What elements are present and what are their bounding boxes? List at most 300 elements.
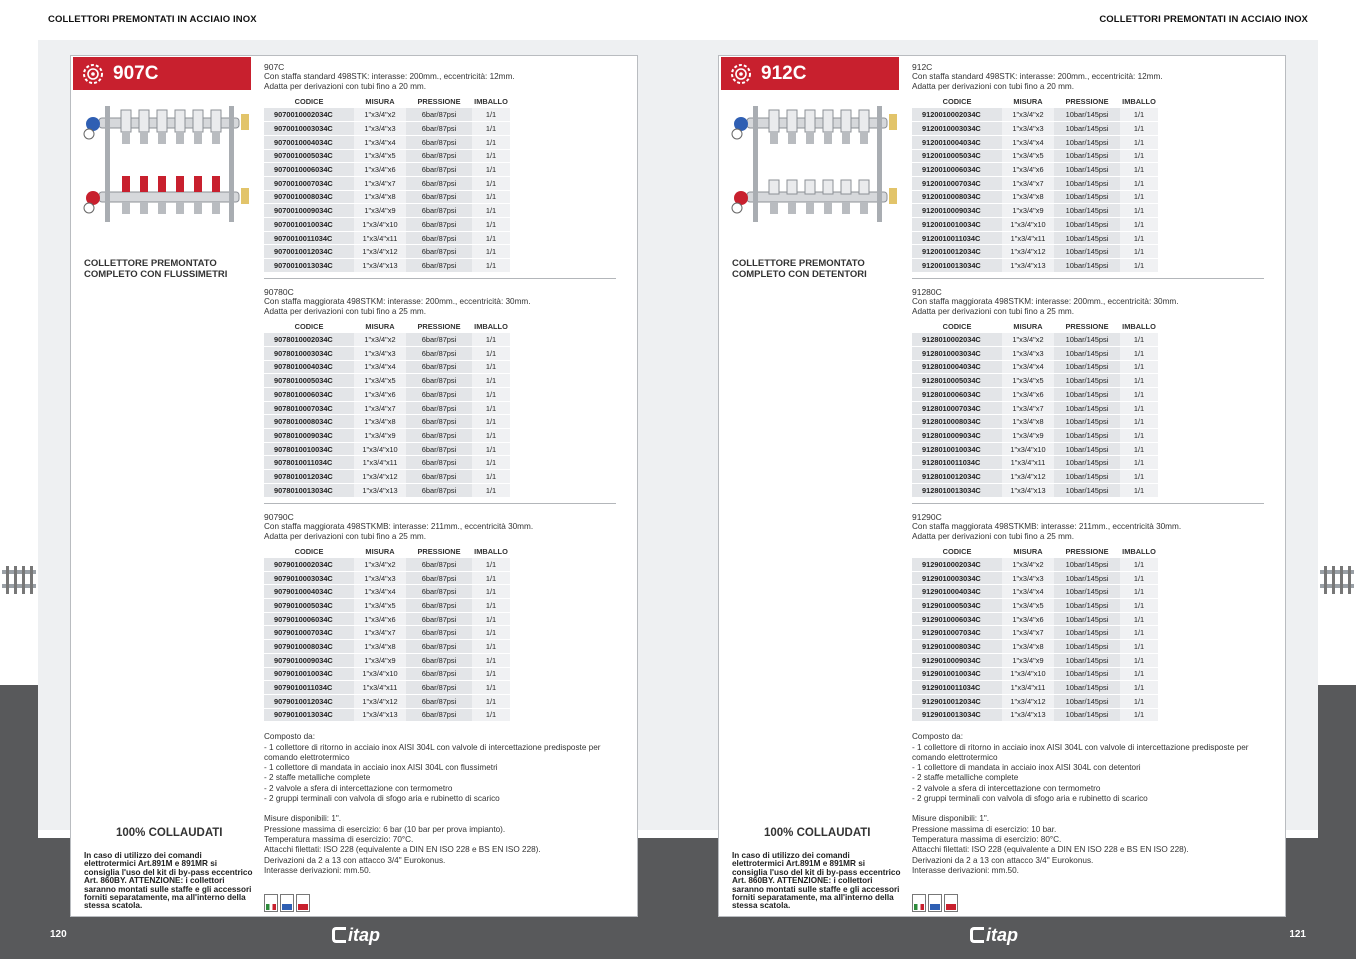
cell-pack: 1/1 (472, 360, 510, 374)
cell-pack: 1/1 (1120, 456, 1158, 470)
cell-press: 10bar/145psi (1054, 190, 1120, 204)
composition-line: - 1 collettore di ritorno in acciaio inox AISI 304L con valvole di intercettazione predisposte per comando elettrotermico (264, 742, 601, 762)
cell-pack: 1/1 (472, 483, 510, 497)
side-tab-number: 5 (15, 648, 23, 664)
composition-list (264, 732, 628, 804)
cell-press: 6bar/87psi (406, 585, 472, 599)
cell-code: 9070010002034C (264, 108, 354, 122)
cell-size: 1"x3/4"x3 (354, 122, 406, 136)
cell-pack: 1/1 (1120, 231, 1158, 245)
cell-code: 9070010011034C (264, 231, 354, 245)
spec-content (264, 62, 628, 876)
manifold-image (729, 104, 901, 234)
composition-line: - 2 gruppi terminali con valvola di sfogo aria e rubinetto di scarico (264, 794, 500, 804)
cell-size: 1"x3/4"x11 (354, 456, 406, 470)
cell-size: 1"x3/4"x7 (1002, 176, 1054, 190)
cell-code: 9129010007034C (912, 626, 1002, 640)
table-row (912, 108, 1158, 122)
cell-pack: 1/1 (472, 667, 510, 681)
composition-list (912, 732, 1276, 804)
cell-pack: 1/1 (472, 599, 510, 613)
table-row (912, 135, 1158, 149)
cell-press: 10bar/145psi (1054, 708, 1120, 722)
column-header-codice: CODICE (294, 321, 324, 331)
cell-pack: 1/1 (1120, 694, 1158, 708)
table-row (912, 360, 1158, 374)
cell-size: 1"x3/4"x4 (354, 585, 406, 599)
cell-press: 6bar/87psi (406, 259, 472, 273)
cell-size: 1"x3/4"x8 (1002, 640, 1054, 654)
cell-size: 1"x3/4"x11 (354, 681, 406, 695)
cell-code: 9078010006034C (264, 388, 354, 402)
table-row (264, 571, 510, 585)
column-header-pressione: PRESSIONE (417, 97, 461, 106)
cell-pack: 1/1 (1120, 333, 1158, 347)
column-header-misura: MISURA (365, 546, 395, 556)
technical-specs (912, 814, 1276, 876)
cell-press: 6bar/87psi (406, 204, 472, 218)
column-header-pressione: PRESSIONE (417, 546, 461, 556)
cell-press: 10bar/145psi (1054, 456, 1120, 470)
cell-code: 9129010006034C (912, 612, 1002, 626)
cell-code: 9128010010034C (912, 442, 1002, 456)
cell-pack: 1/1 (472, 135, 510, 149)
cell-size: 1"x3/4"x10 (354, 442, 406, 456)
brand-logo (970, 924, 1018, 946)
section-model-code: 91280C (912, 286, 942, 297)
cell-code: 9129010002034C (912, 558, 1002, 572)
spec-line: Attacchi filettati: ISO 228 (equivalente a DIN EN ISO 228 e BS EN ISO 228). (912, 845, 1189, 855)
cell-press: 6bar/87psi (406, 346, 472, 360)
table-row (264, 259, 510, 273)
cell-press: 10bar/145psi (1054, 218, 1120, 232)
cell-size: 1"x3/4"x4 (354, 135, 406, 149)
table-row (912, 599, 1158, 613)
table-row (912, 374, 1158, 388)
cell-code: 9129010010034C (912, 667, 1002, 681)
cell-code: 9120010007034C (912, 176, 1002, 190)
cell-press: 6bar/87psi (406, 415, 472, 429)
cell-code: 9078010011034C (264, 456, 354, 470)
cell-code: 9070010013034C (264, 259, 354, 273)
cell-code: 9128010005034C (912, 374, 1002, 388)
cell-code: 9070010010034C (264, 218, 354, 232)
section-description: Con staffa maggiorata 498STKM: interasse: 200mm., eccentricità: 30mm. (912, 296, 1179, 306)
cell-press: 6bar/87psi (406, 626, 472, 640)
side-tab-number: 5 (1333, 648, 1341, 664)
table-row (264, 388, 510, 402)
column-header-imballo: IMBALLO (1122, 321, 1156, 331)
table-row (264, 456, 510, 470)
cell-pack: 1/1 (472, 108, 510, 122)
section-description: Con staffa maggiorata 498STKMB: interasse: 211mm., eccentricità 30mm. (912, 521, 1182, 531)
cell-pack: 1/1 (1120, 259, 1158, 273)
cell-code: 9128010004034C (912, 360, 1002, 374)
cell-press: 10bar/145psi (1054, 483, 1120, 497)
cell-code: 9128010002034C (912, 333, 1002, 347)
cell-size: 1"x3/4"x13 (1002, 708, 1054, 722)
cell-pack: 1/1 (1120, 708, 1158, 722)
cell-press: 10bar/145psi (1054, 653, 1120, 667)
certification-icons (264, 894, 310, 912)
cell-size: 1"x3/4"x7 (354, 401, 406, 415)
cell-size: 1"x3/4"x13 (354, 259, 406, 273)
cell-press: 10bar/145psi (1054, 612, 1120, 626)
cell-size: 1"x3/4"x4 (1002, 360, 1054, 374)
product-section (912, 287, 1276, 498)
cell-code: 9079010004034C (264, 585, 354, 599)
cell-size: 1"x3/4"x3 (1002, 122, 1054, 136)
table-row (912, 470, 1158, 484)
composition-line: - 2 valvole a sfera di intercettazione con termometro (264, 783, 453, 793)
section-model-code: 907C (264, 62, 285, 72)
cell-press: 10bar/145psi (1054, 149, 1120, 163)
cell-size: 1"x3/4"x11 (1002, 456, 1054, 470)
side-strip-left (0, 685, 38, 838)
cell-pack: 1/1 (472, 259, 510, 273)
cell-press: 10bar/145psi (1054, 333, 1120, 347)
cell-pack: 1/1 (1120, 245, 1158, 259)
cell-press: 6bar/87psi (406, 333, 472, 347)
cell-code: 9078010008034C (264, 415, 354, 429)
cell-pack: 1/1 (472, 374, 510, 388)
column-header-pressione: PRESSIONE (1065, 321, 1109, 331)
table-row (912, 558, 1158, 572)
brand-mark-icon (970, 927, 984, 943)
cell-size: 1"x3/4"x3 (354, 571, 406, 585)
cert-flag-icon (264, 894, 278, 912)
table-row (264, 190, 510, 204)
table-row (264, 585, 510, 599)
column-header-pressione: PRESSIONE (417, 321, 461, 331)
product-section (264, 287, 628, 498)
cell-code: 9120010009034C (912, 204, 1002, 218)
column-header-codice: CODICE (294, 546, 324, 556)
cell-pack: 1/1 (472, 681, 510, 695)
cell-code: 9078010012034C (264, 470, 354, 484)
composition-line: - 2 gruppi terminali con valvola di sfogo aria e rubinetto di scarico (912, 794, 1148, 804)
cell-size: 1"x3/4"x2 (354, 333, 406, 347)
cell-size: 1"x3/4"x8 (354, 640, 406, 654)
installation-note: In caso di utilizzo dei comandi elettrotermici Art.891M e 891MR si consiglia l'uso del kit di by-pass eccentrico Art. 860BY. ATTENZIONE: i collettori saranno montati sulle staffe e gli accessori forniti separatamente, ma all'interno della stessa scatola. (84, 851, 253, 911)
cell-size: 1"x3/4"x5 (354, 599, 406, 613)
cell-press: 6bar/87psi (406, 599, 472, 613)
cell-size: 1"x3/4"x9 (354, 653, 406, 667)
spec-content (912, 62, 1276, 876)
cell-code: 9078010009034C (264, 429, 354, 443)
cell-size: 1"x3/4"x5 (1002, 599, 1054, 613)
cell-code: 9079010005034C (264, 599, 354, 613)
cell-code: 9070010009034C (264, 204, 354, 218)
table-header-row (912, 95, 1158, 108)
cell-size: 1"x3/4"x2 (354, 108, 406, 122)
cell-press: 6bar/87psi (406, 456, 472, 470)
cell-size: 1"x3/4"x6 (354, 388, 406, 402)
cell-code: 9120010008034C (912, 190, 1002, 204)
table-row (264, 667, 510, 681)
product-section (264, 512, 628, 723)
table-row (264, 176, 510, 190)
section-divider (912, 503, 1264, 504)
cell-pack: 1/1 (1120, 585, 1158, 599)
table-row (912, 346, 1158, 360)
product-badge (73, 57, 251, 90)
table-row (264, 218, 510, 232)
table-row (912, 483, 1158, 497)
cell-size: 1"x3/4"x12 (354, 470, 406, 484)
spec-table (912, 320, 1158, 498)
cell-size: 1"x3/4"x12 (354, 694, 406, 708)
composition-line: - 1 collettore di ritorno in acciaio inox AISI 304L con valvole di intercettazione predisposte per comando elettrotermico (912, 742, 1249, 762)
cell-code: 9078010004034C (264, 360, 354, 374)
spec-line: Interasse derivazioni: mm.50. (912, 865, 1019, 875)
cell-pack: 1/1 (1120, 667, 1158, 681)
cell-code: 9078010013034C (264, 483, 354, 497)
table-row (912, 259, 1158, 273)
cell-pack: 1/1 (472, 653, 510, 667)
cell-pack: 1/1 (472, 708, 510, 722)
column-header-misura: MISURA (365, 97, 395, 106)
table-row (264, 135, 510, 149)
cell-press: 10bar/145psi (1054, 108, 1120, 122)
section-description: Adatta per derivazioni con tubi fino a 20 mm. (912, 82, 1075, 91)
cell-press: 10bar/145psi (1054, 401, 1120, 415)
spec-line: Pressione massima di esercizio: 10 bar. (912, 824, 1057, 834)
cell-press: 10bar/145psi (1054, 626, 1120, 640)
cell-press: 6bar/87psi (406, 558, 472, 572)
cell-size: 1"x3/4"x5 (354, 374, 406, 388)
cell-code: 9070010005034C (264, 149, 354, 163)
cell-code: 9128010009034C (912, 429, 1002, 443)
section-divider (264, 503, 616, 504)
cell-press: 10bar/145psi (1054, 259, 1120, 273)
cell-size: 1"x3/4"x6 (1002, 388, 1054, 402)
cell-press: 6bar/87psi (406, 429, 472, 443)
cell-size: 1"x3/4"x4 (1002, 135, 1054, 149)
table-header-row (912, 320, 1158, 333)
running-head: COLLETTORI PREMONTATI IN ACCIAIO INOX (1099, 14, 1308, 25)
cell-press: 10bar/145psi (1054, 681, 1120, 695)
brand-name: itap (348, 924, 381, 945)
cell-press: 10bar/145psi (1054, 558, 1120, 572)
cell-size: 1"x3/4"x13 (354, 483, 406, 497)
spec-line: Interasse derivazioni: mm.50. (264, 865, 371, 875)
installation-note: In caso di utilizzo dei comandi elettrotermici Art.891M e 891MR si consiglia l'uso del kit di by-pass eccentrico Art. 860BY. ATTENZIONE: i collettori saranno montati sulle staffe e gli accessori forniti separatamente, ma all'interno della stessa scatola. (732, 851, 901, 911)
cell-pack: 1/1 (1120, 346, 1158, 360)
cell-press: 6bar/87psi (406, 245, 472, 259)
spec-table (912, 545, 1158, 723)
cell-size: 1"x3/4"x5 (354, 149, 406, 163)
composition-line: - 2 staffe metalliche complete (912, 773, 1019, 783)
section-model-code: 912C (912, 62, 933, 72)
cell-press: 6bar/87psi (406, 681, 472, 695)
cell-pack: 1/1 (472, 640, 510, 654)
cell-press: 10bar/145psi (1054, 374, 1120, 388)
cell-pack: 1/1 (1120, 558, 1158, 572)
side-tab-thumbnail-icon (1318, 560, 1356, 600)
spec-line: Temperatura massima di esercizio: 70°C. (264, 834, 414, 844)
table-row (912, 456, 1158, 470)
product-section (912, 62, 1276, 273)
table-row (264, 612, 510, 626)
cell-pack: 1/1 (1120, 401, 1158, 415)
column-header-misura: MISURA (1013, 546, 1043, 556)
cell-pack: 1/1 (472, 401, 510, 415)
table-row (264, 653, 510, 667)
cell-size: 1"x3/4"x7 (1002, 626, 1054, 640)
table-row (912, 612, 1158, 626)
cell-press: 10bar/145psi (1054, 599, 1120, 613)
column-header-imballo: IMBALLO (474, 321, 508, 331)
cert-flag-icon (912, 894, 926, 912)
manifold-image (81, 104, 253, 234)
cell-code: 9120010010034C (912, 218, 1002, 232)
cell-press: 6bar/87psi (406, 442, 472, 456)
cell-press: 6bar/87psi (406, 667, 472, 681)
table-row (912, 190, 1158, 204)
cell-size: 1"x3/4"x10 (1002, 442, 1054, 456)
cell-press: 6bar/87psi (406, 374, 472, 388)
cell-pack: 1/1 (1120, 204, 1158, 218)
cell-press: 10bar/145psi (1054, 640, 1120, 654)
cell-pack: 1/1 (1120, 640, 1158, 654)
table-row (264, 694, 510, 708)
cell-pack: 1/1 (1120, 388, 1158, 402)
table-row (264, 122, 510, 136)
cell-press: 10bar/145psi (1054, 388, 1120, 402)
cell-code: 9129010011034C (912, 681, 1002, 695)
cell-size: 1"x3/4"x13 (354, 708, 406, 722)
cell-pack: 1/1 (472, 122, 510, 136)
cell-size: 1"x3/4"x3 (354, 346, 406, 360)
cell-press: 10bar/145psi (1054, 667, 1120, 681)
spec-line: Temperatura massima di esercizio: 80°C. (912, 834, 1062, 844)
cell-code: 9128010006034C (912, 388, 1002, 402)
cell-pack: 1/1 (1120, 626, 1158, 640)
cell-code: 9128010011034C (912, 456, 1002, 470)
section-model-code: 90780C (264, 286, 294, 297)
cell-press: 10bar/145psi (1054, 231, 1120, 245)
section-description: Adatta per derivazioni con tubi fino a 25 mm. (912, 531, 1075, 541)
table-row (912, 653, 1158, 667)
cell-press: 6bar/87psi (406, 401, 472, 415)
cell-code: 9078010007034C (264, 401, 354, 415)
cell-size: 1"x3/4"x13 (1002, 483, 1054, 497)
cell-code: 9120010013034C (912, 259, 1002, 273)
table-row (264, 429, 510, 443)
spec-line: Attacchi filettati: ISO 228 (equivalente a DIN EN ISO 228 e BS EN ISO 228). (264, 845, 541, 855)
cell-pack: 1/1 (1120, 415, 1158, 429)
cell-size: 1"x3/4"x11 (354, 231, 406, 245)
cell-pack: 1/1 (472, 388, 510, 402)
cell-press: 6bar/87psi (406, 176, 472, 190)
table-row (264, 626, 510, 640)
section-description: Adatta per derivazioni con tubi fino a 25 mm. (264, 306, 427, 316)
cell-code: 9078010005034C (264, 374, 354, 388)
cell-pack: 1/1 (472, 190, 510, 204)
brand-mark-icon (332, 927, 346, 943)
section-description: Con staffa maggiorata 498STKMB: interasse: 211mm., eccentricità 30mm. (264, 521, 534, 531)
section-description: Adatta per derivazioni con tubi fino a 25 mm. (264, 531, 427, 541)
section-description: Adatta per derivazioni con tubi fino a 20 mm. (264, 82, 427, 91)
cell-press: 6bar/87psi (406, 694, 472, 708)
cell-press: 6bar/87psi (406, 218, 472, 232)
table-row (912, 163, 1158, 177)
cell-code: 9120010012034C (912, 245, 1002, 259)
table-row (264, 374, 510, 388)
cell-press: 6bar/87psi (406, 653, 472, 667)
cell-size: 1"x3/4"x2 (354, 558, 406, 572)
composition-line: Composto da: (264, 732, 315, 742)
table-row (912, 626, 1158, 640)
cell-size: 1"x3/4"x6 (1002, 612, 1054, 626)
table-row (912, 204, 1158, 218)
cell-code: 9079010010034C (264, 667, 354, 681)
cell-code: 9128010013034C (912, 483, 1002, 497)
cell-size: 1"x3/4"x9 (1002, 653, 1054, 667)
cell-code: 9078010003034C (264, 346, 354, 360)
gear-icon (729, 62, 753, 86)
cell-press: 10bar/145psi (1054, 346, 1120, 360)
cell-press: 6bar/87psi (406, 122, 472, 136)
cell-pack: 1/1 (1120, 599, 1158, 613)
cell-code: 9120010011034C (912, 231, 1002, 245)
cell-pack: 1/1 (1120, 360, 1158, 374)
cell-pack: 1/1 (1120, 176, 1158, 190)
table-row (912, 401, 1158, 415)
cell-pack: 1/1 (472, 571, 510, 585)
cell-code: 9129010008034C (912, 640, 1002, 654)
section-divider (912, 278, 1264, 279)
table-header-row (264, 320, 510, 333)
column-header-imballo: IMBALLO (1122, 546, 1156, 556)
cell-press: 10bar/145psi (1054, 442, 1120, 456)
page-number: 120 (50, 929, 67, 940)
cell-pack: 1/1 (1120, 122, 1158, 136)
cell-pack: 1/1 (472, 456, 510, 470)
cell-press: 6bar/87psi (406, 470, 472, 484)
table-row (264, 442, 510, 456)
table-row (264, 163, 510, 177)
cell-pack: 1/1 (472, 415, 510, 429)
quality-title: 100% COLLAUDATI (116, 827, 223, 839)
section-description: Con staffa standard 498STK: interasse: 200mm., eccentricità: 12mm. (912, 72, 1163, 81)
table-header-row (264, 545, 510, 558)
cell-size: 1"x3/4"x7 (354, 176, 406, 190)
brand-name: itap (986, 924, 1019, 945)
cell-pack: 1/1 (1120, 149, 1158, 163)
cell-code: 9128010012034C (912, 470, 1002, 484)
cell-size: 1"x3/4"x8 (1002, 415, 1054, 429)
cell-press: 10bar/145psi (1054, 571, 1120, 585)
cell-size: 1"x3/4"x7 (1002, 401, 1054, 415)
cell-press: 6bar/87psi (406, 483, 472, 497)
column-header-misura: MISURA (1013, 97, 1043, 106)
product-caption: COLLETTORE PREMONTATO COMPLETO CON FLUSSIMETRI (84, 258, 228, 280)
column-header-codice: CODICE (942, 97, 972, 106)
table-row (264, 149, 510, 163)
table-row (912, 176, 1158, 190)
cell-pack: 1/1 (472, 218, 510, 232)
cell-press: 6bar/87psi (406, 388, 472, 402)
cell-pack: 1/1 (472, 626, 510, 640)
table-row (264, 401, 510, 415)
column-header-imballo: IMBALLO (1122, 97, 1156, 106)
spec-line: Misure disponibili: 1". (264, 814, 342, 824)
column-header-pressione: PRESSIONE (1065, 546, 1109, 556)
cell-size: 1"x3/4"x9 (354, 204, 406, 218)
cell-press: 6bar/87psi (406, 108, 472, 122)
